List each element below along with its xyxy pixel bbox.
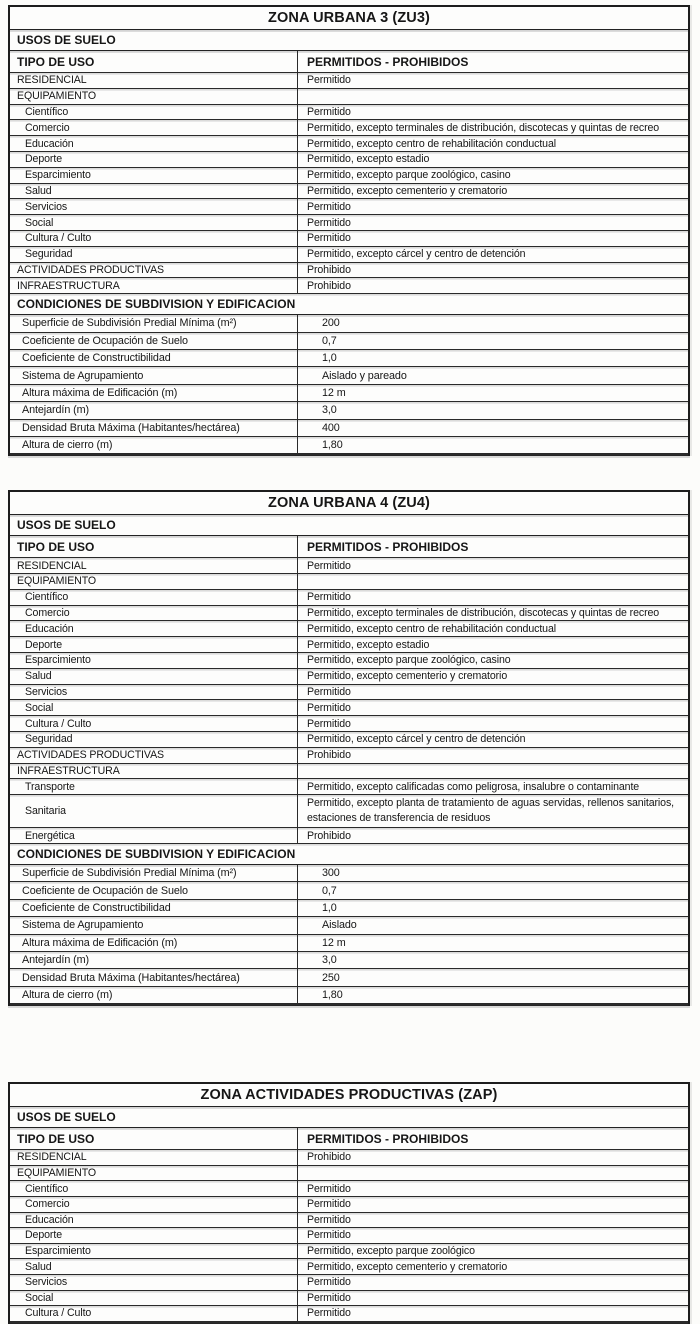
tipo-cell: ACTIVIDADES PRODUCTIVAS [17,263,165,276]
uso-row-zu3 [10,263,688,279]
tipo-de-uso-col-header: TIPO DE USO [17,1131,95,1146]
uso-row-zu3 [10,168,688,184]
estado-cell: Permitido [297,685,688,700]
estado-cell: Permitido [297,700,688,715]
condicion-row-zu4 [10,952,688,969]
condicion-label: Antejardín (m) [22,404,90,417]
estado-cell: Permitido, excepto terminales de distribución, discotecas y quintas de recreo [297,120,688,135]
tipo-cell: Cultura / Culto [25,717,92,730]
condicion-valor: 12 m [297,385,688,401]
tipo-cell: Esparcimiento [25,169,91,182]
condicion-valor: 250 [297,969,688,985]
condicion-row-zu4 [10,935,688,952]
estado-cell: Permitido [297,1181,688,1196]
condicion-valor: 1,0 [297,350,688,366]
estado-cell: Permitido, excepto parque zoológico [297,1244,688,1259]
estado-cell: Permitido [297,215,688,230]
uso-row-zap [10,1181,688,1197]
tipo-cell: Transporte [25,780,75,793]
uso-row-zu4 [10,716,688,732]
uso-row-zu3 [10,199,688,215]
uso-row-zu4 [10,685,688,701]
estado-cell: Permitido, excepto centro de rehabilitación conductual [297,621,688,636]
uso-row-zu4 [10,590,688,606]
uso-row-zu4 [10,574,688,590]
uso-row-zu3 [10,184,688,200]
tipo-cell: ACTIVIDADES PRODUCTIVAS [17,749,165,762]
estado-cell: Prohibido [297,748,688,763]
uso-row-zap [10,1291,688,1307]
tipo-de-uso-col-header: TIPO DE USO [17,54,95,69]
condicion-row-zu3 [10,367,688,384]
condicion-label: Coeficiente de Constructibilidad [22,902,171,914]
condicion-label: Sistema de Agrupamiento [22,919,144,932]
estado-cell: Permitido [297,1306,688,1321]
uso-row-zu4 [10,828,688,844]
estado-cell: Permitido, excepto terminales de distribución, discotecas y quintas de recreo [297,606,688,621]
tipo-cell: INFRAESTRUCTURA [17,279,120,292]
tipo-cell: Educación [25,137,74,150]
tipo-cell: EQUIPAMIENTO [17,575,97,588]
condicion-row-zu3 [10,350,688,367]
zone-title-zu3: ZONA URBANA 3 (ZU3) [10,7,688,30]
condicion-valor: 300 [297,865,688,881]
uso-row-zu4 [10,621,688,637]
estado-cell: Prohibido [297,263,688,278]
condicion-row-zu3 [10,402,688,419]
uso-row-zu3 [10,152,688,168]
estado-cell: Permitido [297,231,688,246]
uso-row-zap [10,1244,688,1260]
uso-row-zu3 [10,73,688,89]
condicion-label: Altura máxima de Edificación (m) [22,936,178,949]
tipo-cell: Salud [25,184,52,197]
estado-cell: Permitido [297,558,688,573]
tipo-cell: EQUIPAMIENTO [17,1167,97,1180]
condicion-valor: 3,0 [297,952,688,968]
tipo-cell: Educación [25,1213,74,1226]
condicion-row-zu3 [10,315,688,332]
tipo-cell: Salud [25,670,52,683]
tipo-cell: Científico [25,591,69,604]
condicion-row-zu4 [10,882,688,899]
uso-row-zu4 [10,669,688,685]
condicion-label: Altura de cierro (m) [22,988,113,1001]
tipo-cell: Salud [25,1260,52,1273]
estado-cell: Permitido [297,1213,688,1228]
tipo-cell: Sanitaria [25,805,66,818]
tipo-cell: Social [25,1291,54,1304]
uso-row-zu4 [10,606,688,622]
condicion-row-zu3 [10,333,688,350]
tipo-cell: Seguridad [25,733,73,746]
uso-row-zu3 [10,215,688,231]
estado-cell [297,1166,688,1181]
uso-row-zap [10,1213,688,1229]
uso-row-zu3 [10,105,688,121]
condicion-row-zu3 [10,385,688,402]
uso-row-zu3 [10,89,688,105]
estado-cell: Permitido [297,105,688,120]
tipo-cell: EQUIPAMIENTO [17,90,97,103]
uso-row-zu4 [10,795,688,828]
condicion-valor: 200 [297,315,688,331]
condicion-label: Sistema de Agrupamiento [22,369,144,382]
condicion-valor: 0,7 [297,882,688,898]
estado-cell: Permitido, excepto planta de tratamiento de aguas servidas, rellenos sanitarios, estaciones de transferencia de residuos [297,795,688,827]
column-header-row [10,1128,688,1150]
tipo-cell: RESIDENCIAL [17,559,87,572]
estado-cell: Permitido, excepto parque zoológico, casino [297,168,688,183]
estado-cell: Permitido [297,1197,688,1212]
estado-cell: Permitido, excepto cementerio y crematorio [297,184,688,199]
estado-cell: Permitido [297,73,688,88]
estado-cell: Permitido [297,1275,688,1290]
zone-table-zu4 [8,490,690,1006]
tipo-cell: Servicios [25,200,68,213]
condicion-label: Coeficiente de Ocupación de Suelo [22,884,188,897]
tipo-cell: Energética [25,829,75,842]
uso-row-zu3 [10,247,688,263]
estado-cell: Permitido [297,716,688,731]
estado-cell: Permitido, excepto calificadas como peligrosa, insalubre o contaminante [297,779,688,794]
condicion-valor: 3,0 [297,402,688,418]
estado-cell: Permitido, excepto estadio [297,637,688,652]
estado-cell [297,89,688,104]
estado-cell: Permitido [297,1228,688,1243]
tipo-cell: Servicios [25,686,68,699]
tipo-cell: Científico [25,105,69,118]
tipo-cell: INFRAESTRUCTURA [17,765,120,778]
zone-table-zap [8,1082,690,1324]
estado-cell: Permitido, excepto cárcel y centro de detención [297,732,688,747]
uso-row-zap [10,1259,688,1275]
condicion-valor: Aislado [297,917,688,933]
uso-row-zu4 [10,653,688,669]
tipo-cell: Seguridad [25,248,73,261]
condicion-label: Superficie de Subdivisión Predial Mínima (m²) [22,867,237,880]
tipo-cell: Comercio [25,1198,70,1211]
tipo-cell: RESIDENCIAL [17,74,87,87]
zone-title-zu4: ZONA URBANA 4 (ZU4) [10,492,688,515]
condicion-valor: 0,7 [297,333,688,349]
uso-row-zu4 [10,558,688,574]
tipo-cell: Científico [25,1182,69,1195]
uso-row-zu4 [10,732,688,748]
permitidos-col-header: PERMITIDOS - PROHIBIDOS [297,1128,688,1149]
condiciones-header: CONDICIONES DE SUBDIVISION Y EDIFICACION [10,844,688,865]
zone-title-zap: ZONA ACTIVIDADES PRODUCTIVAS (ZAP) [10,1084,688,1107]
uso-row-zu4 [10,764,688,780]
condicion-row-zu3 [10,420,688,437]
tipo-cell: Comercio [25,121,70,134]
permitidos-col-header: PERMITIDOS - PROHIBIDOS [297,51,688,72]
usos-de-suelo-header: USOS DE SUELO [10,30,688,51]
uso-row-zu4 [10,748,688,764]
uso-row-zap [10,1228,688,1244]
usos-de-suelo-header: USOS DE SUELO [10,515,688,536]
column-header-row [10,536,688,558]
uso-row-zu4 [10,779,688,795]
tipo-cell: Cultura / Culto [25,1307,92,1320]
permitidos-col-header: PERMITIDOS - PROHIBIDOS [297,536,688,557]
condicion-row-zu4 [10,865,688,882]
condicion-valor: 1,80 [297,987,688,1003]
tipo-cell: Deporte [25,638,62,651]
condicion-valor: 400 [297,420,688,436]
condicion-label: Coeficiente de Ocupación de Suelo [22,334,188,347]
condicion-row-zu4 [10,969,688,986]
estado-cell [297,764,688,779]
condicion-valor: 1,80 [297,437,688,453]
condicion-label: Coeficiente de Constructibilidad [22,352,171,365]
estado-cell: Prohibido [297,1150,688,1165]
tipo-cell: Deporte [25,153,62,166]
tipo-cell: Cultura / Culto [25,232,92,245]
estado-cell: Permitido, excepto estadio [297,152,688,167]
uso-row-zu3 [10,120,688,136]
uso-row-zap [10,1150,688,1166]
condicion-row-zu4 [10,900,688,917]
condicion-row-zu4 [10,917,688,934]
tipo-cell: Social [25,701,54,714]
estado-cell: Prohibido [297,278,688,293]
estado-cell: Prohibido [297,828,688,843]
tipo-de-uso-col-header: TIPO DE USO [17,539,95,554]
estado-cell: Permitido, excepto parque zoológico, casino [297,653,688,668]
tipo-cell: Social [25,216,54,229]
condicion-valor: 12 m [297,935,688,951]
condicion-label: Altura máxima de Edificación (m) [22,386,178,399]
estado-cell: Permitido [297,590,688,605]
estado-cell: Permitido, excepto cementerio y crematorio [297,669,688,684]
usos-de-suelo-header: USOS DE SUELO [10,1107,688,1128]
estado-cell: Permitido, excepto cárcel y centro de detención [297,247,688,262]
zone-table-zu3 [8,5,690,456]
condicion-valor: 1,0 [297,900,688,916]
condicion-valor: Aislado y pareado [297,367,688,383]
condicion-label: Antejardín (m) [22,954,90,967]
uso-row-zap [10,1197,688,1213]
estado-cell: Permitido [297,1291,688,1306]
tipo-cell: Comercio [25,607,70,620]
estado-cell: Permitido, excepto cementerio y crematorio [297,1259,688,1274]
tipo-cell: Esparcimiento [25,654,91,667]
uso-row-zu3 [10,136,688,152]
condicion-row-zu3 [10,437,688,454]
condiciones-header: CONDICIONES DE SUBDIVISION Y EDIFICACION [10,294,688,315]
estado-cell: Permitido [297,199,688,214]
condicion-label: Altura de cierro (m) [22,439,113,452]
estado-cell: Permitido, excepto centro de rehabilitación conductual [297,136,688,151]
uso-row-zu4 [10,637,688,653]
tipo-cell: RESIDENCIAL [17,1151,87,1164]
uso-row-zap [10,1166,688,1182]
tipo-cell: Servicios [25,1276,68,1289]
condicion-label: Densidad Bruta Máxima (Habitantes/hectárea) [22,971,240,984]
uso-row-zu3 [10,278,688,294]
uso-row-zap [10,1275,688,1291]
uso-row-zu4 [10,700,688,716]
column-header-row [10,51,688,73]
condicion-label: Densidad Bruta Máxima (Habitantes/hectárea) [22,421,240,434]
tipo-cell: Esparcimiento [25,1245,91,1258]
condicion-label: Superficie de Subdivisión Predial Mínima (m²) [22,317,237,330]
condicion-row-zu4 [10,987,688,1004]
uso-row-zu3 [10,231,688,247]
tipo-cell: Deporte [25,1229,62,1242]
estado-cell [297,574,688,589]
tipo-cell: Educación [25,622,74,635]
